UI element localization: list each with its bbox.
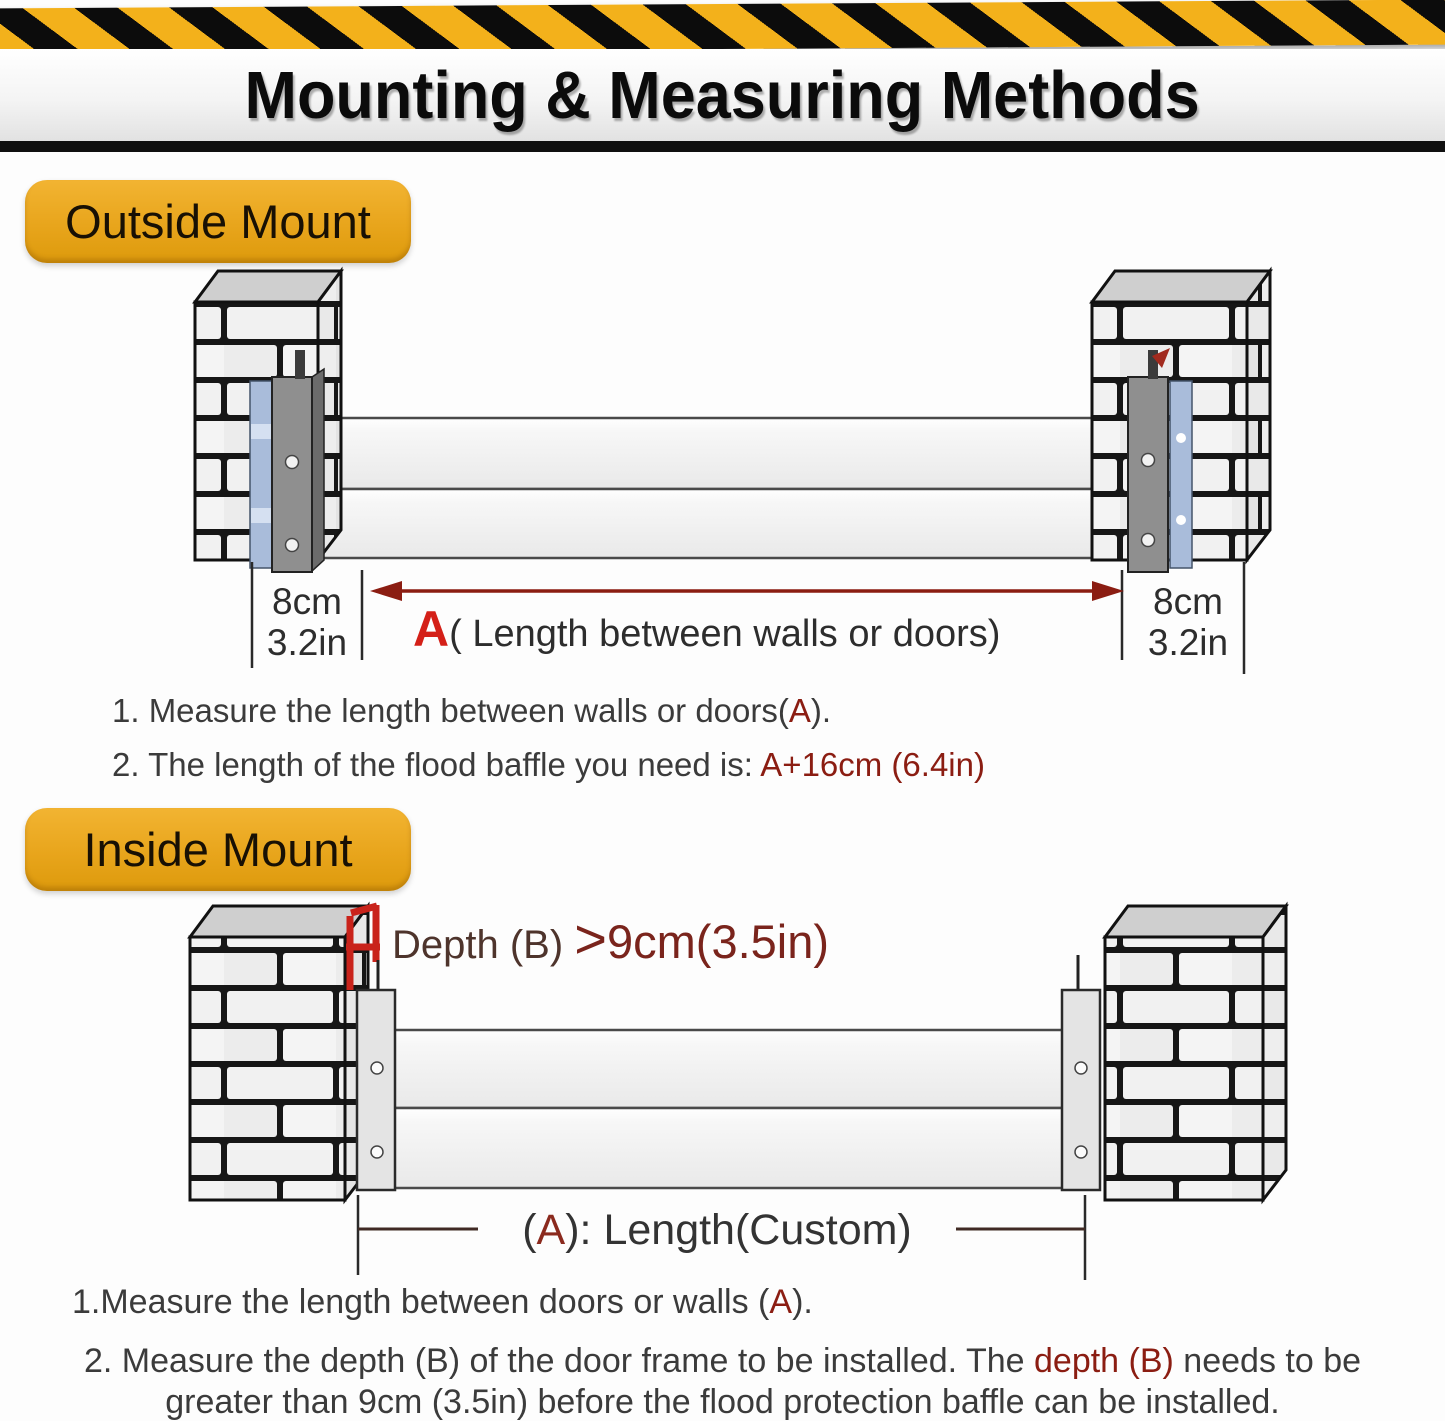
left-gap-inch: 3.2in <box>266 622 348 663</box>
outside-mount-badge <box>25 180 411 263</box>
right-gap-inch: 3.2in <box>1147 622 1229 663</box>
title-banner <box>0 49 1445 141</box>
screw-hole <box>1075 1062 1087 1074</box>
left-mount-bracket <box>357 990 395 1190</box>
right-mount-bracket <box>1128 348 1192 572</box>
left-seal-strip <box>250 381 272 568</box>
outside-steps <box>112 692 1405 800</box>
length-between-walls-label: A( Length between walls or doors) <box>413 601 1001 657</box>
right-brick-pillar <box>1105 906 1286 1200</box>
step-red-a: A <box>788 692 811 729</box>
inside-step-2: 2. Measure the depth (B) of the door frame to be installed. The depth (B) needs to be greater than 9cm (3.5in) before the flood protection baffle can be installed. <box>83 1342 1362 1421</box>
screw-hole <box>1075 1146 1087 1158</box>
right-gap-cm: 8cm <box>1153 581 1223 622</box>
outside-step-2: 2. The length of the flood baffle you need is: A+16cm (6.4in) <box>112 745 985 783</box>
inside-steps <box>0 1283 1445 1421</box>
left-gap-cm: 8cm <box>272 581 342 622</box>
right-seal-strip <box>1170 381 1192 568</box>
inside-mount-badge <box>25 808 411 891</box>
length-a-symbol: A <box>536 1206 566 1254</box>
left-mount-bracket <box>250 350 324 572</box>
step-red-formula: A+16cm (6.4in) <box>760 745 985 783</box>
flood-barrier-panels <box>375 1030 1075 1188</box>
depth-label: Depth (B) <box>392 923 575 967</box>
screw-hole <box>1142 454 1155 467</box>
length-a-symbol: A <box>413 601 450 657</box>
step-red-a: A <box>769 1283 793 1321</box>
inside-mount-label: Inside Mount <box>83 823 353 876</box>
divider-bar <box>0 141 1445 152</box>
custom-length-label: (A): Length(Custom) <box>522 1206 912 1254</box>
hazard-tape-icon <box>0 0 1445 53</box>
step-red-depth: depth (B) <box>1034 1342 1174 1380</box>
flood-barrier-panels <box>318 418 1130 558</box>
screw-hole <box>286 539 299 552</box>
outside-mount-label: Outside Mount <box>65 195 371 248</box>
outside-mount-diagram <box>0 260 1445 680</box>
anchor-bolt <box>295 350 305 379</box>
outside-step-1: 1. Measure the length between walls or doors(A). <box>112 692 832 729</box>
screw-hole <box>371 1062 383 1074</box>
page-title: Mounting & Measuring Methods <box>244 57 1201 133</box>
screw-hole <box>1142 534 1155 547</box>
depth-value: 9cm(3.5in) <box>607 915 830 968</box>
inside-mount-diagram <box>0 895 1445 1295</box>
inside-step-1: 1.Measure the length between doors or walls (A). <box>72 1283 813 1321</box>
right-mount-bracket <box>1062 955 1100 1190</box>
depth-annotation: Depth (B) >9cm(3.5in) <box>392 907 830 970</box>
screw-hole <box>371 1146 383 1158</box>
length-arrow <box>370 581 1124 601</box>
left-brick-pillar <box>190 906 368 1200</box>
screw-hole <box>286 456 299 469</box>
